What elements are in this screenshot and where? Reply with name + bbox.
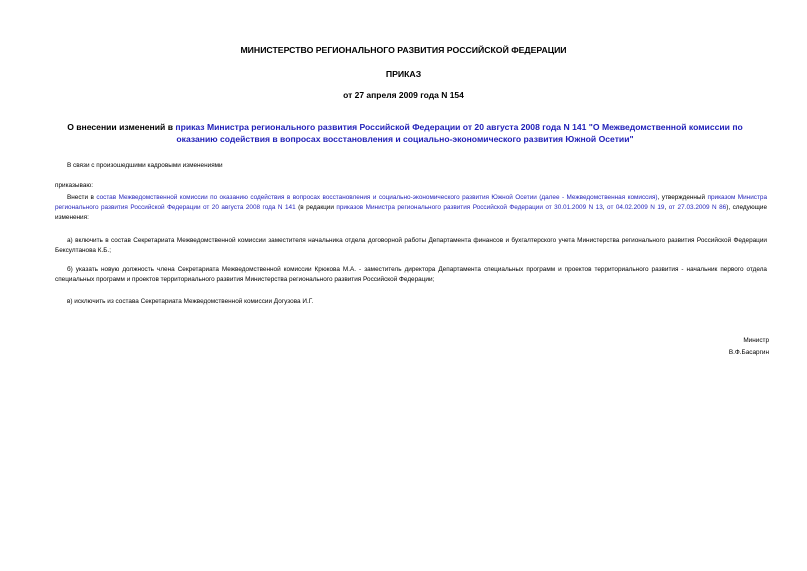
commission-composition-link[interactable]: состав Межведомственной комиссии по оказанию содействия в вопросах восстановления и социально-экономического развития Южной Осетии (далее - Межведомственная комиссия): [96, 194, 658, 201]
date-number-heading: от 27 апреля 2009 года N 154: [343, 90, 464, 100]
order-13-link[interactable]: приказов Министра регионального развития Российской Федерации от 30.01.2009 N 13: [336, 204, 603, 212]
main-text-5: ,: [664, 204, 669, 212]
title-prefix: О внесении изменений в: [67, 122, 176, 132]
order-19-link[interactable]: от 04.02.2009 N 19: [607, 204, 665, 212]
order-86-link[interactable]: от 27.03.2009 N 86: [668, 204, 727, 212]
title-order-link[interactable]: приказ Министра регионального развития Российской Федерации от 20 августа 2008 года N 141 "О Межведомственной комиссии по оказанию содействия в вопросах восстановления и социально-экономического развития Южной Осетии": [175, 122, 743, 144]
main-text-1: Внести в: [67, 194, 97, 201]
item-a-paragraph: [55, 236, 767, 256]
ministry-heading: МИНИСТЕРСТВО РЕГИОНАЛЬНОГО РАЗВИТИЯ РОССИЙСКОЙ ФЕДЕРАЦИИ: [240, 45, 567, 55]
main-text-3: (в редакции: [295, 204, 337, 212]
item-b-text: б) указать новую должность члена Секретариата Межведомственной комиссии Крюкова М.А. - заместитель директора Департамента специальных программ и проектов территориального развития - начальник первого отдела специальных программ и проектов территориального развития Министерства регионального развития Российской Федерации;: [55, 266, 767, 284]
main-text-6: ), следующие изменения:: [55, 204, 768, 222]
main-text-2: , утвержденный: [657, 194, 708, 201]
main-text-4: ,: [602, 204, 608, 212]
item-c-paragraph: в) исключить из состава Секретариата Межведомственной комиссии Догузова И.Г.: [67, 298, 314, 305]
order-141-link[interactable]: приказом Министра регионального развития Российской Федерации от 20 августа 2008 года N 141: [55, 194, 768, 212]
item-b-paragraph: [55, 265, 767, 285]
main-paragraph: [55, 193, 767, 224]
intro-paragraph: В связи с произошедшими кадровыми изменениями: [67, 162, 223, 169]
document-type-heading: ПРИКАЗ: [385, 69, 422, 79]
order-word: приказываю:: [55, 182, 93, 189]
signature-position: Министр: [743, 337, 769, 344]
item-a-text: а) включить в состав Секретариата Межведомственной комиссии заместителя начальника отдела договорной работы Департамента финансов и бухгалтерского учета Министерства регионального развития Российской Федерации Бексултанова К.Б.;: [55, 237, 767, 255]
document-title: [50, 121, 760, 145]
signature-name: В.Ф.Басаргин: [728, 349, 769, 356]
